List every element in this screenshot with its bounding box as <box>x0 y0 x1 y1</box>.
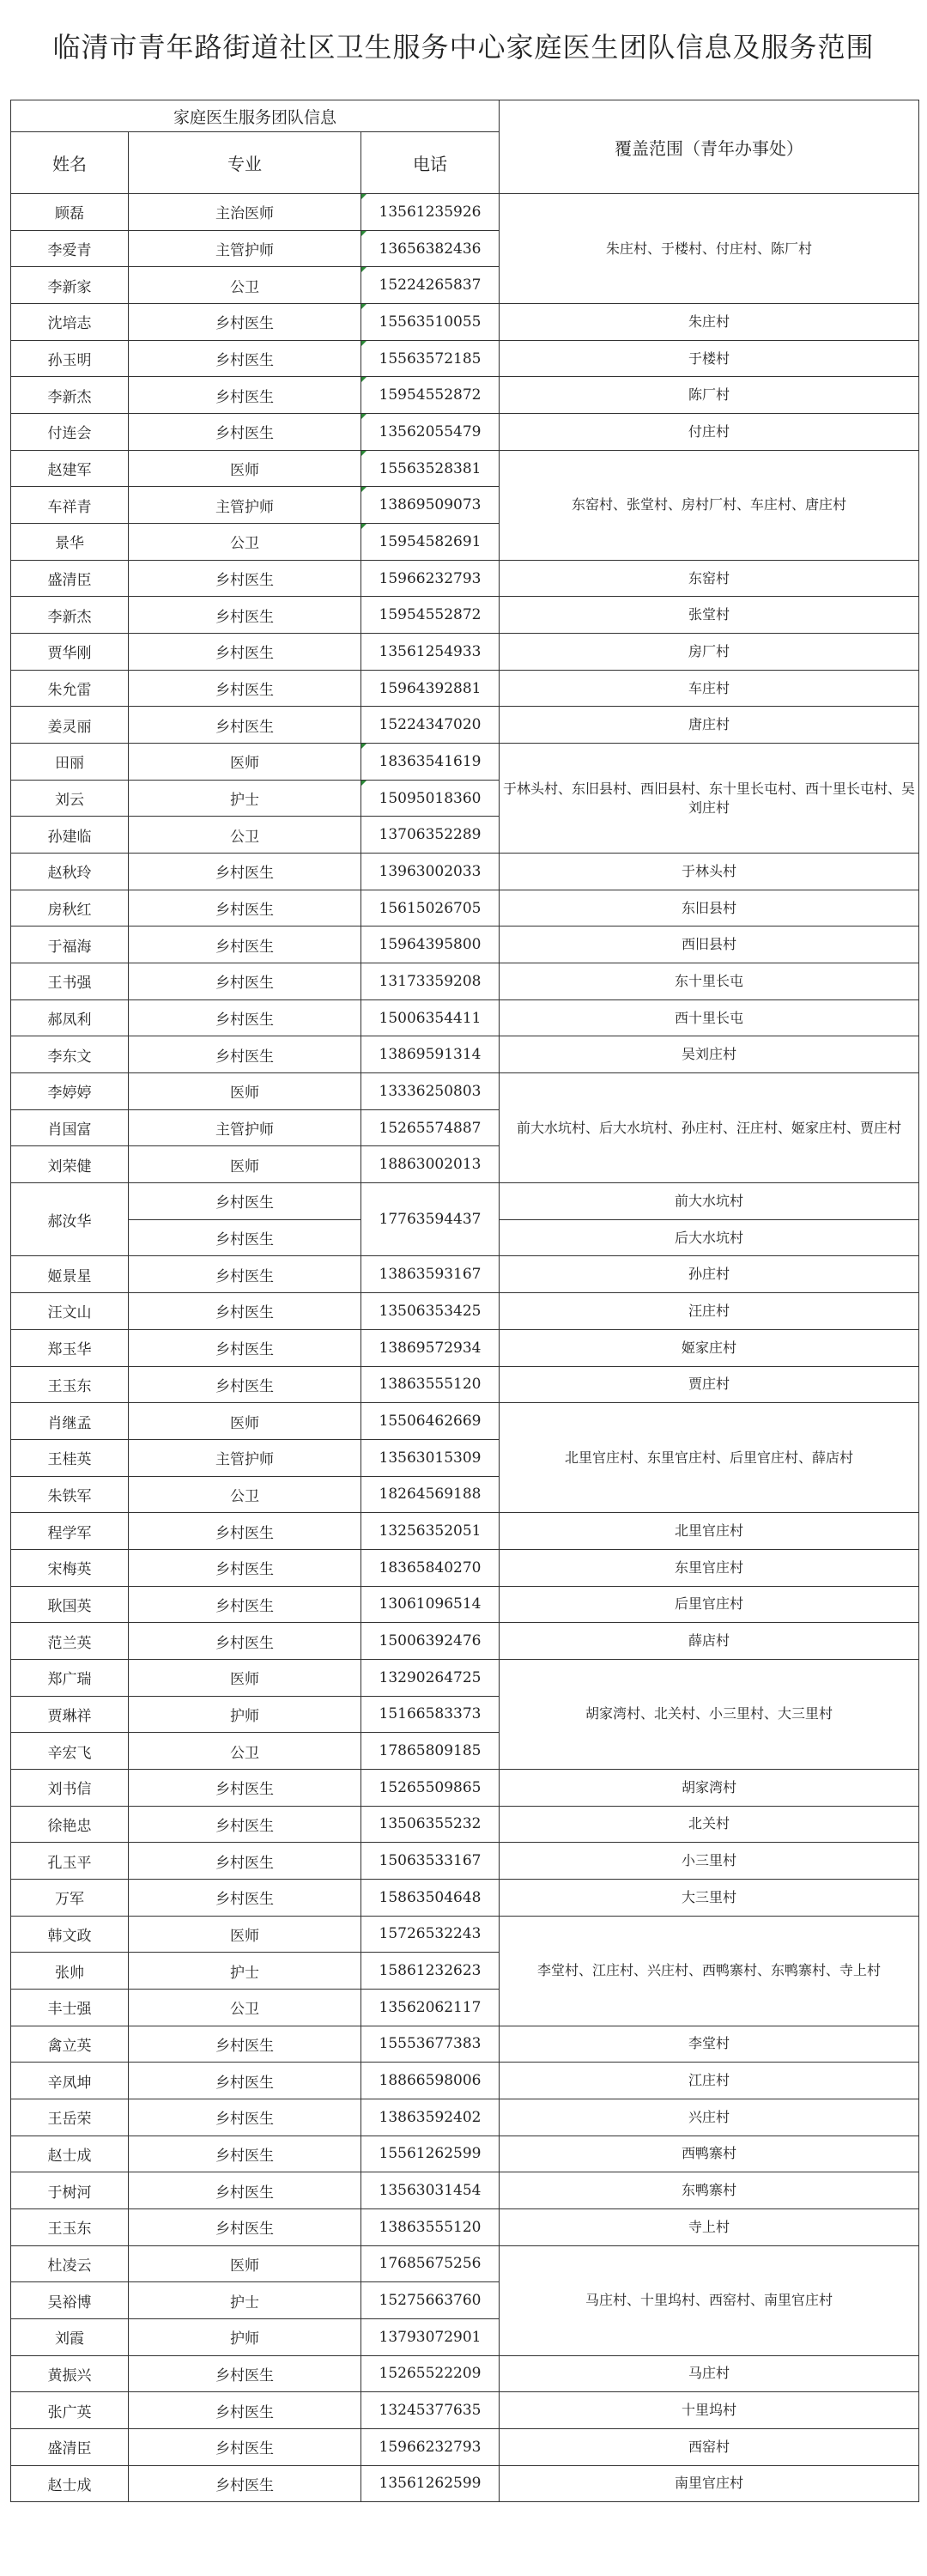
member-name: 郑广瑞 <box>11 1659 129 1696</box>
table-row <box>11 670 919 707</box>
coverage-area: 于林头村、东旧县村、西旧县村、东十里长屯村、西十里长屯村、吴刘庄村 <box>500 744 919 854</box>
member-phone: 15863504648 <box>361 1879 500 1916</box>
member-name: 孔玉平 <box>11 1843 129 1880</box>
member-name: 车祥青 <box>11 487 129 524</box>
member-name: 吴裕博 <box>11 2282 129 2319</box>
member-name: 肖国富 <box>11 1109 129 1146</box>
table-row <box>11 707 919 744</box>
table-row <box>11 1916 919 1953</box>
member-specialty: 乡村医生 <box>129 1219 361 1256</box>
member-name: 姬景星 <box>11 1256 129 1293</box>
member-phone: 13869509073 <box>361 487 500 524</box>
member-phone: 13863592402 <box>361 2099 500 2136</box>
table-row <box>11 194 919 231</box>
member-name: 孙玉明 <box>11 340 129 377</box>
member-phone: 15095018360 <box>361 780 500 817</box>
coverage-area: 车庄村 <box>500 670 919 707</box>
member-name: 汪文山 <box>11 1293 129 1330</box>
member-phone: 15224347020 <box>361 707 500 744</box>
member-specialty: 乡村医生 <box>129 963 361 1000</box>
table-row <box>11 1183 919 1220</box>
table-row <box>11 2465 919 2502</box>
table-row <box>11 340 919 377</box>
member-specialty: 医师 <box>129 1916 361 1953</box>
member-specialty: 医师 <box>129 1146 361 1183</box>
table-row <box>11 2026 919 2063</box>
member-name: 万军 <box>11 1879 129 1916</box>
member-specialty: 公卫 <box>129 817 361 854</box>
member-specialty: 医师 <box>129 450 361 487</box>
member-phone: 15964392881 <box>361 670 500 707</box>
member-phone: 15063533167 <box>361 1843 500 1880</box>
member-specialty: 护士 <box>129 1953 361 1990</box>
member-specialty: 乡村医生 <box>129 1183 361 1220</box>
member-name: 付连会 <box>11 414 129 451</box>
table-row <box>11 1256 919 1293</box>
member-phone: 18363541619 <box>361 744 500 781</box>
member-name: 辛宏飞 <box>11 1733 129 1770</box>
member-specialty: 公卫 <box>129 1733 361 1770</box>
member-specialty: 主管护师 <box>129 230 361 267</box>
member-phone: 13336250803 <box>361 1073 500 1110</box>
member-name: 张帅 <box>11 1953 129 1990</box>
member-specialty: 乡村医生 <box>129 1879 361 1916</box>
member-phone: 15265522209 <box>361 2355 500 2392</box>
table-row <box>11 854 919 890</box>
member-specialty: 乡村医生 <box>129 2465 361 2502</box>
member-phone: 18365840270 <box>361 1549 500 1586</box>
coverage-area: 东旧县村 <box>500 890 919 927</box>
member-phone: 15561262599 <box>361 2136 500 2172</box>
member-name: 贾琳祥 <box>11 1696 129 1733</box>
member-specialty: 公卫 <box>129 1989 361 2026</box>
member-name: 姜灵丽 <box>11 707 129 744</box>
member-specialty: 乡村医生 <box>129 2099 361 2136</box>
member-phone: 13863555120 <box>361 1366 500 1403</box>
member-specialty: 乡村医生 <box>129 2172 361 2209</box>
member-specialty: 乡村医生 <box>129 1366 361 1403</box>
member-name: 盛清臣 <box>11 2428 129 2465</box>
member-phone: 13656382436 <box>361 230 500 267</box>
table-row <box>11 744 919 781</box>
member-name: 张广英 <box>11 2392 129 2429</box>
member-specialty: 乡村医生 <box>129 927 361 963</box>
member-name: 顾磊 <box>11 194 129 231</box>
table-row <box>11 377 919 414</box>
member-name: 黄振兴 <box>11 2355 129 2392</box>
member-name: 杜凌云 <box>11 2245 129 2282</box>
member-specialty: 乡村医生 <box>129 1256 361 1293</box>
member-phone: 15265509865 <box>361 1769 500 1806</box>
member-specialty: 乡村医生 <box>129 1293 361 1330</box>
member-phone: 15615026705 <box>361 890 500 927</box>
member-specialty: 乡村医生 <box>129 854 361 890</box>
member-name: 孙建临 <box>11 817 129 854</box>
member-name: 景华 <box>11 524 129 561</box>
member-name: 贾华刚 <box>11 634 129 671</box>
member-specialty: 乡村医生 <box>129 1769 361 1806</box>
coverage-area: 北里官庄村、东里官庄村、后里官庄村、薛店村 <box>500 1403 919 1513</box>
coverage-area: 北关村 <box>500 1806 919 1843</box>
member-specialty: 乡村医生 <box>129 670 361 707</box>
member-name: 丰士强 <box>11 1989 129 2026</box>
coverage-area: 唐庄村 <box>500 707 919 744</box>
member-phone: 18264569188 <box>361 1476 500 1513</box>
member-name: 王岳荣 <box>11 2099 129 2136</box>
member-specialty: 乡村医生 <box>129 2355 361 2392</box>
coverage-area: 付庄村 <box>500 414 919 451</box>
coverage-area: 东十里长屯 <box>500 963 919 1000</box>
table-row <box>11 304 919 341</box>
table-row <box>11 1293 919 1330</box>
member-specialty: 乡村医生 <box>129 634 361 671</box>
member-specialty: 乡村医生 <box>129 1329 361 1366</box>
coverage-area: 李堂村、江庄村、兴庄村、西鸭寨村、东鸭寨村、寺上村 <box>500 1916 919 2026</box>
member-name: 房秋红 <box>11 890 129 927</box>
member-name: 刘霞 <box>11 2318 129 2355</box>
member-name: 盛清臣 <box>11 560 129 597</box>
group-header: 家庭医生服务团队信息 <box>11 100 500 132</box>
member-specialty: 主管护师 <box>129 1109 361 1146</box>
member-name: 李东文 <box>11 1036 129 1073</box>
member-phone: 13561254933 <box>361 634 500 671</box>
member-name: 刘书信 <box>11 1769 129 1806</box>
member-phone: 13869591314 <box>361 1036 500 1073</box>
member-specialty: 主管护师 <box>129 1439 361 1476</box>
coverage-area: 李堂村 <box>500 2026 919 2063</box>
table-row <box>11 999 919 1036</box>
member-specialty: 护师 <box>129 1696 361 1733</box>
coverage-area: 西旧县村 <box>500 927 919 963</box>
specialty-header: 专业 <box>129 132 361 194</box>
member-name: 徐艳忠 <box>11 1806 129 1843</box>
member-specialty: 乡村医生 <box>129 414 361 451</box>
member-phone: 15553677383 <box>361 2026 500 2063</box>
member-phone: 15265574887 <box>361 1109 500 1146</box>
table-row <box>11 963 919 1000</box>
member-specialty: 乡村医生 <box>129 1806 361 1843</box>
table-row <box>11 1879 919 1916</box>
member-name: 赵士成 <box>11 2465 129 2502</box>
table-row <box>11 1513 919 1550</box>
coverage-area: 东里官庄村 <box>500 1549 919 1586</box>
member-phone: 13561235926 <box>361 194 500 231</box>
member-specialty: 乡村医生 <box>129 1623 361 1660</box>
coverage-area: 朱庄村、于楼村、付庄村、陈厂村 <box>500 194 919 304</box>
table-row <box>11 1769 919 1806</box>
coverage-area: 兴庄村 <box>500 2099 919 2136</box>
member-phone: 15166583373 <box>361 1696 500 1733</box>
member-name: 沈培志 <box>11 304 129 341</box>
member-name: 赵士成 <box>11 2136 129 2172</box>
coverage-area: 东窑村、张堂村、房村厂村、车庄村、唐庄村 <box>500 450 919 560</box>
member-name: 王玉东 <box>11 2208 129 2245</box>
table-row <box>11 1036 919 1073</box>
coverage-area: 贾庄村 <box>500 1366 919 1403</box>
member-phone: 15954552872 <box>361 597 500 634</box>
member-phone: 15563528381 <box>361 450 500 487</box>
member-phone: 13706352289 <box>361 817 500 854</box>
table-body <box>11 194 919 2502</box>
name-header: 姓名 <box>11 132 129 194</box>
member-phone: 15966232793 <box>361 2428 500 2465</box>
coverage-area: 姬家庄村 <box>500 1329 919 1366</box>
coverage-area: 胡家湾村 <box>500 1769 919 1806</box>
member-phone: 13245377635 <box>361 2392 500 2429</box>
coverage-area: 大三里村 <box>500 1879 919 1916</box>
table-row <box>11 414 919 451</box>
table-row <box>11 1549 919 1586</box>
table-row <box>11 1073 919 1110</box>
member-name: 李新杰 <box>11 377 129 414</box>
table-row <box>11 2063 919 2099</box>
team-table <box>10 100 919 2502</box>
member-phone: 13863593167 <box>361 1256 500 1293</box>
member-specialty: 乡村医生 <box>129 1549 361 1586</box>
coverage-header: 覆盖范围（青年办事处） <box>500 100 919 194</box>
coverage-area: 十里坞村 <box>500 2392 919 2429</box>
member-name: 李新杰 <box>11 597 129 634</box>
coverage-area: 孙庄村 <box>500 1256 919 1293</box>
member-phone: 15726532243 <box>361 1916 500 1953</box>
coverage-area: 汪庄村 <box>500 1293 919 1330</box>
member-specialty: 公卫 <box>129 267 361 304</box>
member-specialty: 乡村医生 <box>129 707 361 744</box>
coverage-area: 薛店村 <box>500 1623 919 1660</box>
member-specialty: 乡村医生 <box>129 1843 361 1880</box>
member-name: 田丽 <box>11 744 129 781</box>
member-phone: 13562062117 <box>361 1989 500 2026</box>
coverage-area: 陈厂村 <box>500 377 919 414</box>
member-name: 王书强 <box>11 963 129 1000</box>
member-name: 王玉东 <box>11 1366 129 1403</box>
coverage-area: 于林头村 <box>500 854 919 890</box>
member-specialty: 护师 <box>129 2318 361 2355</box>
member-name: 刘荣健 <box>11 1146 129 1183</box>
member-specialty: 乡村医生 <box>129 890 361 927</box>
table-header <box>11 100 919 194</box>
member-specialty: 医师 <box>129 1659 361 1696</box>
member-name: 李新家 <box>11 267 129 304</box>
member-specialty: 护士 <box>129 2282 361 2319</box>
member-phone: 15954552872 <box>361 377 500 414</box>
table-row <box>11 1806 919 1843</box>
coverage-area: 江庄村 <box>500 2063 919 2099</box>
coverage-area: 后里官庄村 <box>500 1586 919 1623</box>
coverage-area: 张堂村 <box>500 597 919 634</box>
member-name: 郝汝华 <box>11 1183 129 1256</box>
member-phone: 15224265837 <box>361 267 500 304</box>
member-phone: 13562055479 <box>361 414 500 451</box>
coverage-area: 西十里长屯 <box>500 999 919 1036</box>
coverage-area: 寺上村 <box>500 2208 919 2245</box>
coverage-area: 房厂村 <box>500 634 919 671</box>
member-name: 李爱青 <box>11 230 129 267</box>
table-row <box>11 1586 919 1623</box>
member-phone: 15964395800 <box>361 927 500 963</box>
table-row <box>11 450 919 487</box>
member-name: 辛凤坤 <box>11 2063 129 2099</box>
coverage-area: 前大水坑村、后大水坑村、孙庄村、汪庄村、姬家庄村、贾庄村 <box>500 1073 919 1183</box>
member-phone: 15506462669 <box>361 1403 500 1440</box>
member-name: 朱铁军 <box>11 1476 129 1513</box>
member-specialty: 乡村医生 <box>129 1036 361 1073</box>
coverage-area: 胡家湾村、北关村、小三里村、大三里村 <box>500 1659 919 1769</box>
table-row <box>11 1623 919 1660</box>
phone-header: 电话 <box>361 132 500 194</box>
member-specialty: 公卫 <box>129 1476 361 1513</box>
member-phone: 15966232793 <box>361 560 500 597</box>
member-phone: 13256352051 <box>361 1513 500 1550</box>
member-specialty: 乡村医生 <box>129 2392 361 2429</box>
coverage-area: 于楼村 <box>500 340 919 377</box>
table-row <box>11 2245 919 2282</box>
member-specialty: 乡村医生 <box>129 560 361 597</box>
coverage-area: 西窑村 <box>500 2428 919 2465</box>
page-title: 临清市青年路街道社区卫生服务中心家庭医生团队信息及服务范围 <box>52 31 875 64</box>
member-phone: 15006392476 <box>361 1623 500 1660</box>
member-name: 韩文政 <box>11 1916 129 1953</box>
table-row <box>11 597 919 634</box>
table-row <box>11 2428 919 2465</box>
member-phone: 17685675256 <box>361 2245 500 2282</box>
member-name: 于树河 <box>11 2172 129 2209</box>
member-name: 禽立英 <box>11 2026 129 2063</box>
member-phone: 13561262599 <box>361 2465 500 2502</box>
table-row <box>11 1366 919 1403</box>
coverage-area: 吴刘庄村 <box>500 1036 919 1073</box>
coverage-area: 朱庄村 <box>500 304 919 341</box>
member-name: 郑玉华 <box>11 1329 129 1366</box>
member-specialty: 主治医师 <box>129 194 361 231</box>
member-specialty: 公卫 <box>129 524 361 561</box>
member-specialty: 乡村医生 <box>129 340 361 377</box>
coverage-area: 南里官庄村 <box>500 2465 919 2502</box>
member-name: 郝凤利 <box>11 999 129 1036</box>
table-row <box>11 2099 919 2136</box>
member-specialty: 乡村医生 <box>129 377 361 414</box>
member-specialty: 医师 <box>129 1073 361 1110</box>
member-name: 程学军 <box>11 1513 129 1550</box>
member-phone: 15954582691 <box>361 524 500 561</box>
member-phone: 13506353425 <box>361 1293 500 1330</box>
member-specialty: 护士 <box>129 780 361 817</box>
member-phone: 15861232623 <box>361 1953 500 1990</box>
member-specialty: 乡村医生 <box>129 2208 361 2245</box>
coverage-area: 西鸭寨村 <box>500 2136 919 2172</box>
table-row <box>11 890 919 927</box>
member-phone: 13061096514 <box>361 1586 500 1623</box>
member-phone: 13963002033 <box>361 854 500 890</box>
member-specialty: 乡村医生 <box>129 1586 361 1623</box>
member-phone: 15275663760 <box>361 2282 500 2319</box>
member-specialty: 主管护师 <box>129 487 361 524</box>
coverage-area: 马庄村 <box>500 2355 919 2392</box>
member-phone: 18863002013 <box>361 1146 500 1183</box>
member-specialty: 乡村医生 <box>129 2428 361 2465</box>
member-name: 赵建军 <box>11 450 129 487</box>
coverage-area: 北里官庄村 <box>500 1513 919 1550</box>
coverage-area: 小三里村 <box>500 1843 919 1880</box>
coverage-area: 马庄村、十里坞村、西窑村、南里官庄村 <box>500 2245 919 2355</box>
member-name: 于福海 <box>11 927 129 963</box>
table-row <box>11 1659 919 1696</box>
member-phone: 18866598006 <box>361 2063 500 2099</box>
member-specialty: 乡村医生 <box>129 999 361 1036</box>
table-row <box>11 1329 919 1366</box>
member-phone: 13869572934 <box>361 1329 500 1366</box>
member-name: 赵秋玲 <box>11 854 129 890</box>
member-specialty: 医师 <box>129 2245 361 2282</box>
table-row <box>11 560 919 597</box>
coverage-area: 后大水坑村 <box>500 1219 919 1256</box>
table-row <box>11 1843 919 1880</box>
coverage-area: 东窑村 <box>500 560 919 597</box>
member-phone: 13290264725 <box>361 1659 500 1696</box>
member-specialty: 乡村医生 <box>129 1513 361 1550</box>
member-phone: 15563510055 <box>361 304 500 341</box>
coverage-area: 前大水坑村 <box>500 1183 919 1220</box>
member-phone: 17865809185 <box>361 1733 500 1770</box>
member-specialty: 乡村医生 <box>129 2136 361 2172</box>
member-phone: 17763594437 <box>361 1183 500 1256</box>
member-phone: 13563015309 <box>361 1439 500 1476</box>
member-name: 朱允雷 <box>11 670 129 707</box>
member-name: 李婷婷 <box>11 1073 129 1110</box>
table-row <box>11 2355 919 2392</box>
member-specialty: 乡村医生 <box>129 304 361 341</box>
member-name: 耿国英 <box>11 1586 129 1623</box>
member-phone: 13173359208 <box>361 963 500 1000</box>
member-specialty: 乡村医生 <box>129 597 361 634</box>
member-specialty: 乡村医生 <box>129 2026 361 2063</box>
member-phone: 15563572185 <box>361 340 500 377</box>
table-row <box>11 634 919 671</box>
member-name: 范兰英 <box>11 1623 129 1660</box>
table-row <box>11 927 919 963</box>
member-name: 肖继孟 <box>11 1403 129 1440</box>
member-specialty: 医师 <box>129 744 361 781</box>
coverage-area: 东鸭寨村 <box>500 2172 919 2209</box>
member-phone: 13863555120 <box>361 2208 500 2245</box>
member-phone: 13506355232 <box>361 1806 500 1843</box>
table-row <box>11 2208 919 2245</box>
member-phone: 13793072901 <box>361 2318 500 2355</box>
table-row <box>11 2172 919 2209</box>
member-name: 宋梅英 <box>11 1549 129 1586</box>
table-row <box>11 2136 919 2172</box>
member-phone: 13563031454 <box>361 2172 500 2209</box>
table-row <box>11 2392 919 2429</box>
member-specialty: 乡村医生 <box>129 2063 361 2099</box>
member-name: 刘云 <box>11 780 129 817</box>
table-row <box>11 1403 919 1440</box>
member-phone: 15006354411 <box>361 999 500 1036</box>
member-name: 王桂英 <box>11 1439 129 1476</box>
member-specialty: 医师 <box>129 1403 361 1440</box>
